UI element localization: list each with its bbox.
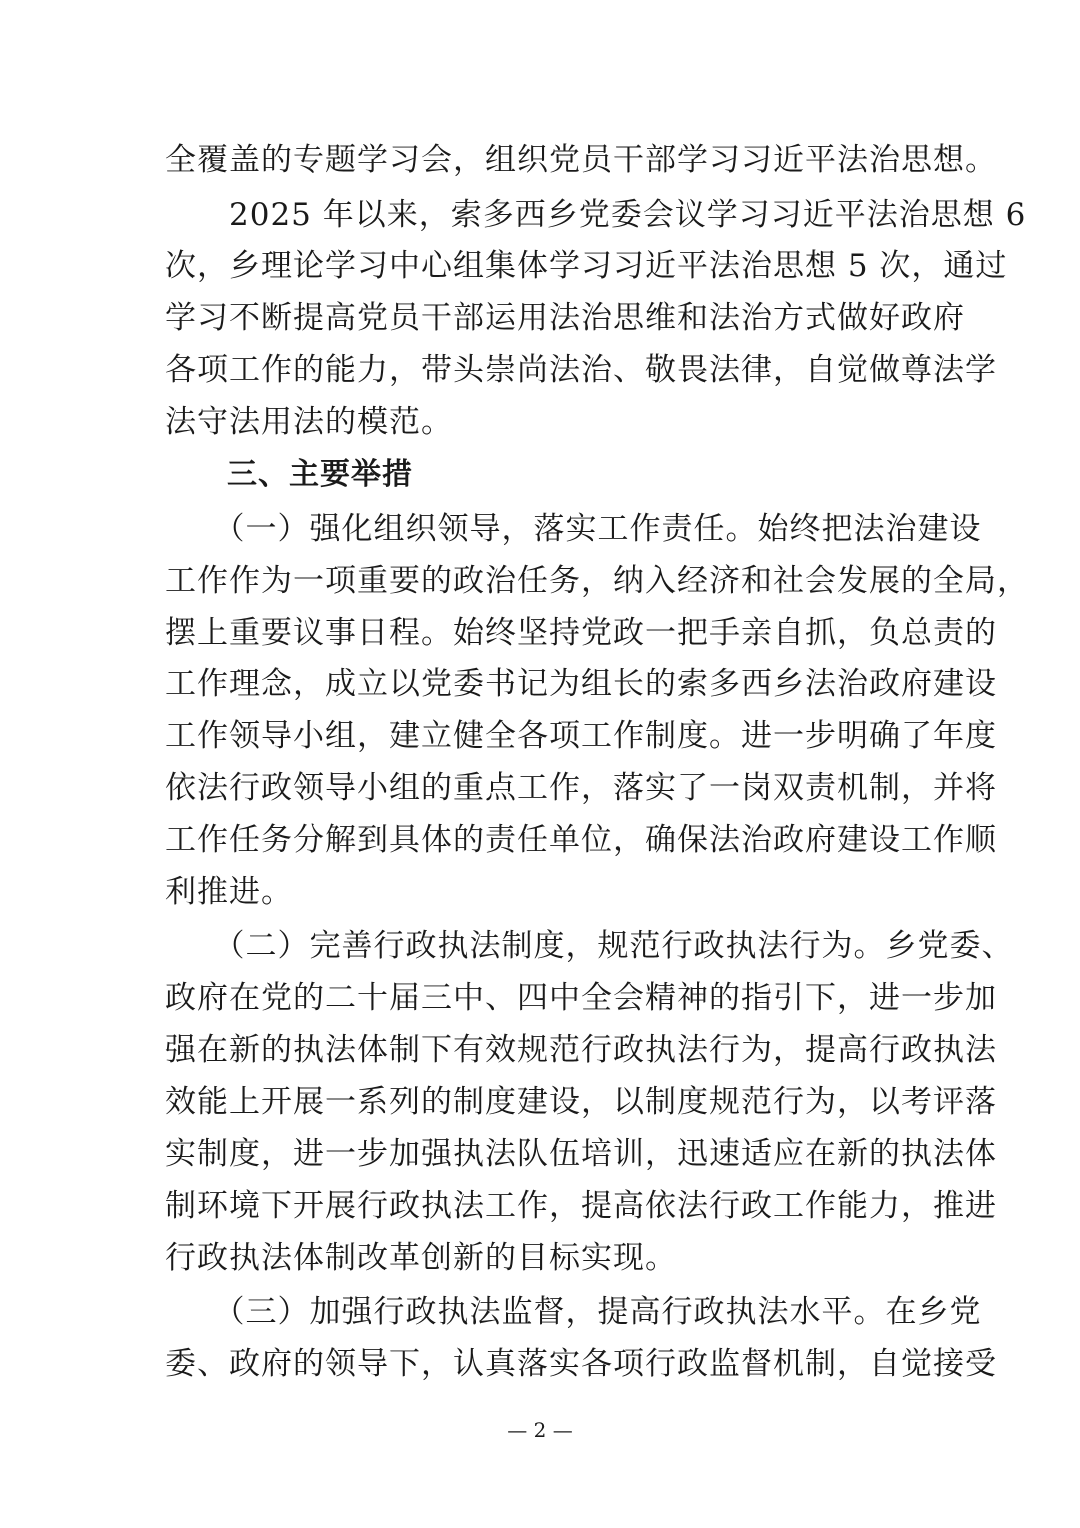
text-line: 工作领导小组，建立健全各项工作制度。进一步明确了年度 [165, 718, 997, 754]
text-line: 2025 年以来，索多西乡党委会议学习习近平法治思想 6 [165, 197, 1027, 233]
text-line: 法守法用法的模范。 [165, 404, 453, 440]
section-heading: 三、主要举措 [165, 457, 413, 492]
text-line: 行政执法体制改革创新的目标实现。 [165, 1240, 677, 1276]
text-line: 强在新的执法体制下有效规范行政执法行为，提高行政执法 [165, 1032, 997, 1068]
text-line: （一）强化组织领导，落实工作责任。始终把法治建设 [165, 511, 982, 547]
text-line: 效能上开展一系列的制度建设，以制度规范行为，以考评落 [165, 1084, 997, 1120]
text-line: 依法行政领导小组的重点工作，落实了一岗双责机制，并将 [165, 770, 997, 806]
text-line: 次，乡理论学习中心组集体学习习近平法治思想 5 次，通过 [165, 248, 1008, 284]
text-line: （三）加强行政执法监督，提高行政执法水平。在乡党 [165, 1294, 982, 1330]
page-number: — 2 — [507, 1418, 573, 1442]
text-line: 工作理念，成立以党委书记为组长的索多西乡法治政府建设 [165, 666, 997, 702]
text-line: 利推进。 [165, 874, 293, 910]
text-line: （二）完善行政执法制度，规范行政执法行为。乡党委、 [165, 928, 1014, 964]
text-line: 全覆盖的专题学习会，组织党员干部学习习近平法治思想。 [165, 142, 997, 178]
text-line: 实制度，进一步加强执法队伍培训，迅速适应在新的执法体 [165, 1136, 997, 1172]
text-line: 学习不断提高党员干部运用法治思维和法治方式做好政府 [165, 300, 965, 336]
text-line: 委、政府的领导下，认真落实各项行政监督机制，自觉接受 [165, 1346, 997, 1382]
text-line: 制环境下开展行政执法工作，提高依法行政工作能力，推进 [165, 1188, 997, 1224]
text-line: 摆上重要议事日程。始终坚持党政一把手亲自抓，负总责的 [165, 615, 997, 651]
text-line: 各项工作的能力，带头崇尚法治、敬畏法律，自觉做尊法学 [165, 352, 997, 388]
text-line: 政府在党的二十届三中、四中全会精神的指引下，进一步加 [165, 980, 997, 1016]
text-line: 工作任务分解到具体的责任单位，确保法治政府建设工作顺 [165, 822, 997, 858]
text-line: 工作作为一项重要的政治任务，纳入经济和社会发展的全局， [165, 563, 1029, 599]
